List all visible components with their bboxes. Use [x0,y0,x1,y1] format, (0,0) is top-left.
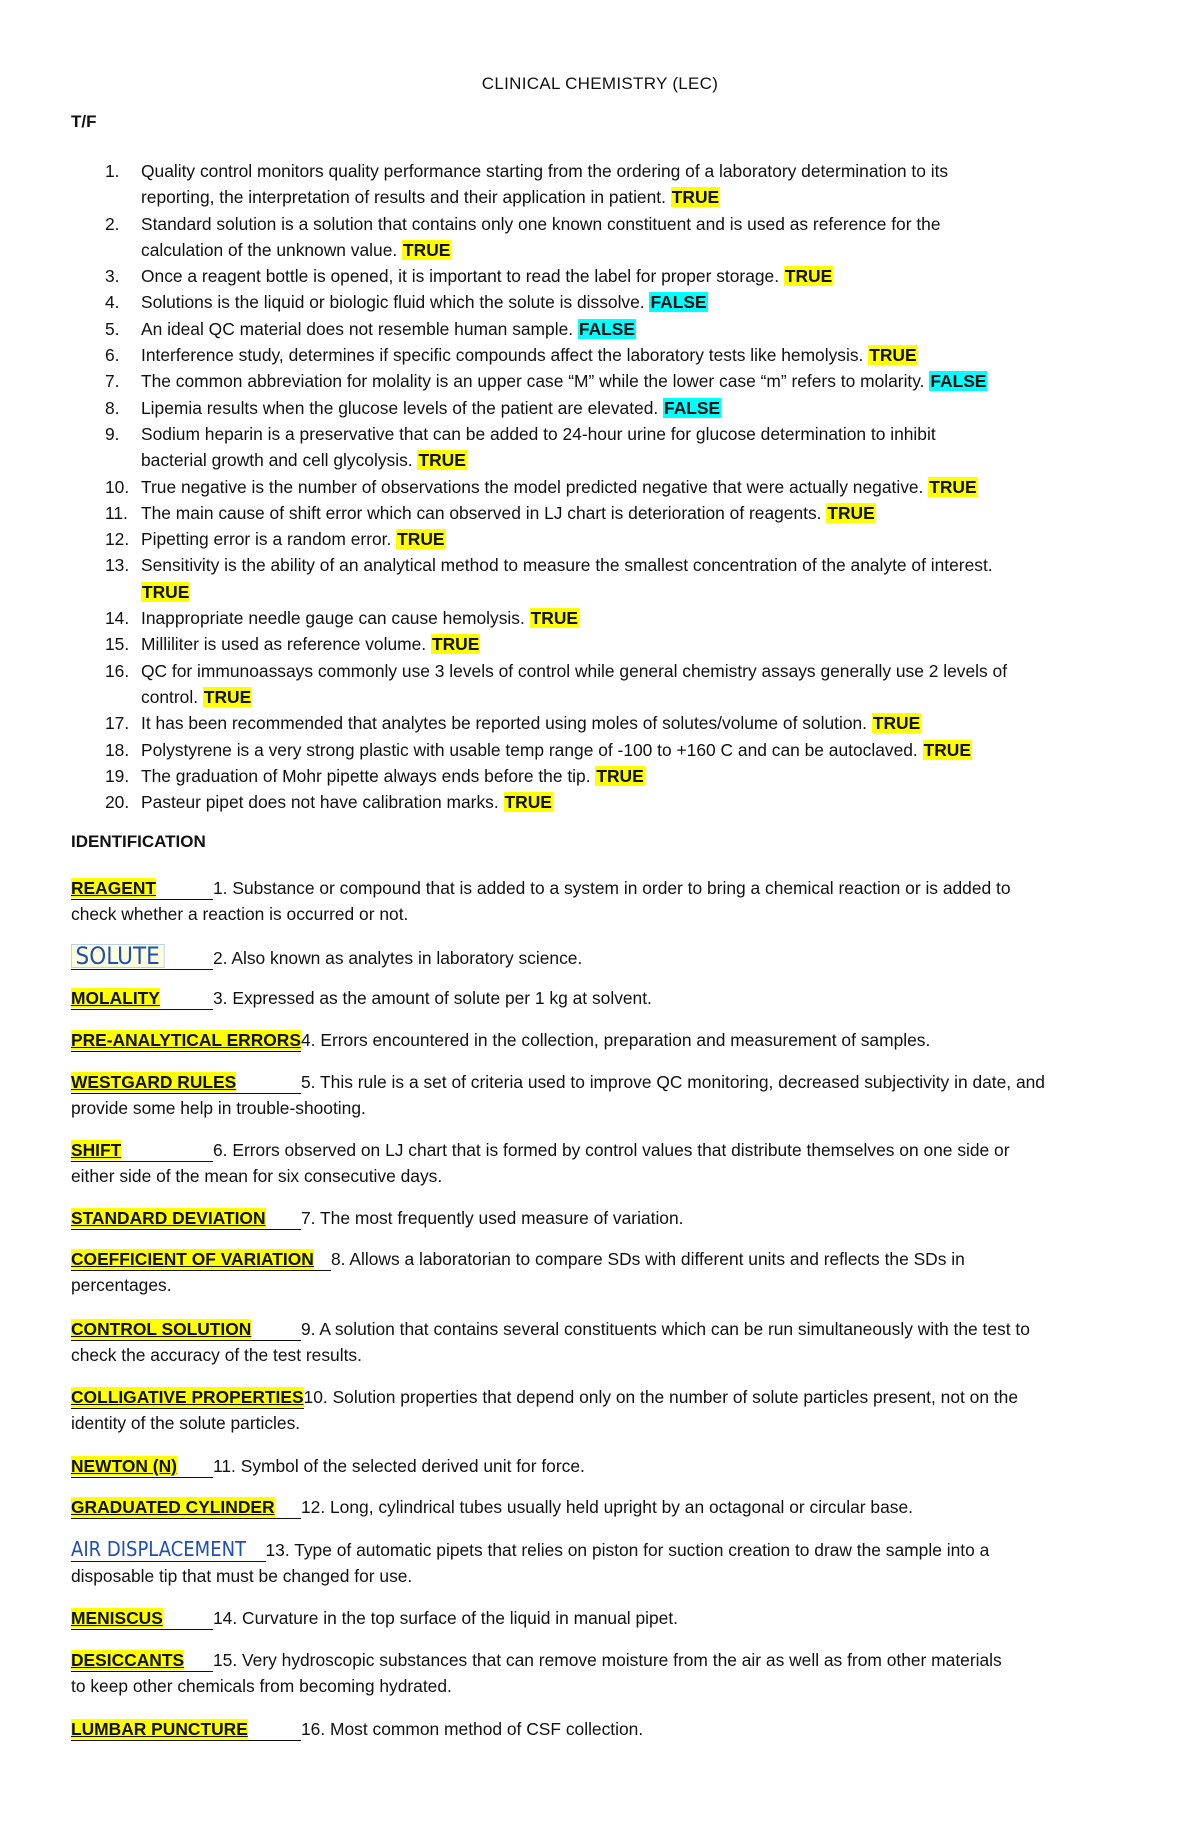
tf-item-number: 20. [105,792,130,813]
tf-answer-badge: TRUE [671,187,720,208]
tf-answer-badge: FALSE [578,318,635,339]
tf-answer-badge: TRUE [869,345,917,366]
tf-item-text: reporting, the interpretation of results and their application in patient. TRUE [141,187,720,208]
answer-text: REAGENT [71,878,157,898]
identification-text: Type of automatic pipets that relies on piston for suction creation to draw the sample into a [294,1540,990,1560]
tf-item [71,211,1131,264]
tf-item [71,763,1131,789]
identification-item [71,1605,1136,1631]
tf-list [71,158,1131,815]
identification-number: 3. [213,988,233,1008]
identification-line [71,944,1136,971]
answer-text: LUMBAR PUNCTURE [71,1719,248,1739]
tf-item [71,658,1131,711]
tf-answer-badge: TRUE [784,266,833,287]
tf-answer-badge: TRUE [397,529,445,550]
identification-number: 1. [213,878,233,898]
identification-line [71,1453,1136,1479]
tf-answer-badge: TRUE [504,792,552,813]
identification-number: 4. [301,1030,321,1050]
identification-number: 12. [301,1497,331,1517]
tf-item-text: Pasteur pipet does not have calibration marks. TRUE [141,792,552,813]
tf-item-text: Pipetting error is a random error. TRUE [141,529,445,550]
answer-blank [71,1071,301,1094]
identification-item [71,1647,1136,1700]
tf-item-number: 7. [105,371,120,392]
tf-item-text: The main cause of shift error which can observed in LJ chart is deterioration of reagents. TRUE [141,502,875,523]
handwritten-answer: SOLUTE [71,944,164,968]
tf-item-number: 13. [105,555,130,576]
handwritten-answer: AIR DISPLACEMENT [71,1537,247,1561]
tf-item-number: 3. [105,266,120,287]
identification-number: 7. [301,1208,321,1228]
tf-item-text: Sensitivity is the ability of an analytical method to measure the smallest concentration of the analyte of interest. [141,555,993,576]
identification-line [71,1137,1136,1163]
tf-item-number: 6. [105,345,120,366]
answer-blank [71,1496,301,1519]
answer-text: COLLIGATIVE PROPERTIES [71,1387,304,1407]
identification-line [71,1537,1136,1563]
identification-line [71,1384,1136,1410]
tf-answer-badge: FALSE [650,292,707,313]
tf-item [71,289,1131,315]
identification-text: Solution properties that depend only on the number of solute particles present, not on the [332,1387,1019,1407]
tf-item [71,158,1131,211]
identification-line [71,875,1136,901]
tf-heading: T/F [71,112,97,131]
tf-item [71,789,1131,815]
tf-item-text: Inappropriate needle gauge can cause hemolysis. TRUE [141,608,578,629]
identification-line [71,1647,1136,1673]
tf-item [71,631,1131,657]
identification-number: 14. [213,1608,243,1628]
tf-item-text: Sodium heparin is a preservative that can be added to 24-hour urine for glucose determination to inhibit [141,423,936,444]
identification-line [71,985,1136,1011]
page-title: CLINICAL CHEMISTRY (LEC) [481,74,719,93]
tf-item-text: The graduation of Mohr pipette always ends before the tip. TRUE [141,765,644,786]
answer-blank [71,1538,266,1562]
identification-item [71,1453,1136,1479]
identification-text: This rule is a set of criteria used to improve QC monitoring, decreased subjectivity in date, and [320,1072,1045,1092]
tf-answer-badge: TRUE [403,239,451,260]
answer-blank [71,1455,213,1478]
identification-item [71,1494,1136,1520]
answer-text: MOLALITY [71,988,160,1008]
identification-item [71,1137,1136,1190]
identification-text-continued: identity of the solute particles. [71,1413,301,1434]
identification-text-continued: to keep other chemicals from becoming hydrated. [71,1676,452,1697]
identification-number: 9. [301,1319,320,1339]
answer-text: DESICCANTS [71,1650,185,1670]
tf-item-text: bacterial growth and cell glycolysis. TRUE [141,450,466,471]
tf-item [71,395,1131,421]
tf-item-text: True negative is the number of observations the model predicted negative that were actually negative. TRUE [141,476,977,497]
identification-text: Most common method of CSF collection. [330,1719,644,1739]
tf-item [71,421,1131,474]
tf-item-number: 14. [105,608,130,629]
identification-item [71,875,1136,928]
tf-item-text: Polystyrene is a very strong plastic with usable temp range of -100 to +160 C and can be autoclaved. TRUE [141,739,971,760]
identification-text-continued: disposable tip that must be changed for use. [71,1566,413,1587]
identification-text-continued: provide some help in trouble-shooting. [71,1098,366,1119]
answer-blank [71,877,213,900]
tf-item-number: 12. [105,529,130,550]
tf-item-number: 9. [105,423,120,444]
identification-item [71,1537,1136,1590]
tf-item-number: 19. [105,765,130,786]
tf-answer-badge: TRUE [418,450,466,471]
tf-item [71,737,1131,763]
identification-heading: IDENTIFICATION [71,832,206,851]
tf-item-text: calculation of the unknown value. TRUE [141,239,451,260]
identification-item [71,1205,1136,1231]
identification-text: Errors observed on LJ chart that is formed by control values that distribute themselves on one side or [232,1140,1010,1160]
tf-item-number: 18. [105,739,130,760]
tf-item-text: Once a reagent bottle is opened, it is important to read the label for proper storage. TRUE [141,266,833,287]
tf-answer-badge: TRUE [203,686,252,707]
tf-item-text: Quality control monitors quality performance starting from the ordering of a laboratory determination to its [141,161,949,181]
answer-text: STANDARD DEVIATION [71,1208,266,1228]
identification-number: 6. [213,1140,233,1160]
answer-blank [71,1718,301,1741]
identification-number: 5. [301,1072,321,1092]
answer-text: GRADUATED CYLINDER [71,1497,275,1517]
tf-item-number: 16. [105,660,130,681]
tf-item [71,316,1131,342]
tf-answer-badge: TRUE [872,713,921,734]
identification-text-continued: check whether a reaction is occurred or not. [71,904,409,925]
tf-item-text: Milliliter is used as reference volume. TRUE [141,634,480,655]
tf-item-number: 2. [105,213,120,234]
identification-text: Curvature in the top surface of the liquid in manual pipet. [242,1608,679,1628]
tf-answer-badge: TRUE [596,765,644,786]
identification-text: A solution that contains several constituents which can be run simultaneously with the test to [319,1319,1030,1339]
tf-item-text: It has been recommended that analytes be reported using moles of solutes/volume of solution. TRUE [141,713,921,734]
tf-item [71,474,1131,500]
tf-answer-badge: FALSE [664,397,721,418]
tf-item-text: Standard solution is a solution that contains only one known constituent and is used as reference for the [141,213,941,234]
tf-item [71,710,1131,736]
identification-item [71,944,1136,971]
tf-item-number: 4. [105,292,120,313]
identification-item [71,1027,1136,1053]
identification-item [71,1716,1136,1742]
identification-text-continued: either side of the mean for six consecutive days. [71,1166,443,1187]
identification-item [71,985,1136,1011]
answer-blank [71,1607,213,1630]
tf-item [71,526,1131,552]
tf-item [71,552,1131,605]
identification-number: 16. [301,1719,331,1739]
identification-item [71,1069,1136,1122]
tf-item-number: 5. [105,318,120,339]
identification-line [71,1316,1136,1342]
tf-item-text: The common abbreviation for molality is an upper case “M” while the lower case “m” refers to molarity. FALSE [141,371,987,392]
identification-number: 13. [265,1540,295,1560]
identification-number: 2. [213,948,232,968]
identification-item [71,1316,1136,1369]
identification-text: The most frequently used measure of variation. [320,1208,684,1228]
tf-answer-badge: TRUE [142,581,190,602]
tf-item [71,605,1131,631]
identification-text: Allows a laboratorian to compare SDs with different units and reflects the SDs in [349,1249,965,1269]
identification-text: Symbol of the selected derived unit for force. [240,1456,585,1476]
tf-item-text: Lipemia results when the glucose levels of the patient are elevated. FALSE [141,397,721,418]
answer-blank [71,1649,213,1672]
tf-item-text: An ideal QC material does not resemble human sample. FALSE [141,318,635,339]
tf-item-text: Solutions is the liquid or biologic fluid which the solute is dissolve. FALSE [141,292,707,313]
identification-text: Errors encountered in the collection, preparation and measurement of samples. [320,1030,931,1050]
identification-line [71,1027,1136,1053]
tf-item-number: 1. [105,161,120,181]
tf-item [71,368,1131,394]
tf-item-number: 15. [105,634,130,655]
answer-blank [71,1207,301,1230]
answer-text: COEFFICIENT OF VARIATION [71,1249,314,1269]
answer-blank [71,944,213,970]
tf-answer-badge: FALSE [930,371,987,392]
answer-blank [71,987,213,1010]
identification-item [71,1246,1136,1299]
tf-item-number: 10. [105,476,130,497]
tf-item-number: 11. [105,502,128,523]
tf-answer-badge: TRUE [431,634,480,655]
tf-answer-badge: TRUE [929,476,977,497]
identification-text: Very hydroscopic substances that can remove moisture from the air as well as from other materials [242,1650,1002,1670]
tf-item [71,263,1131,289]
identification-line [71,1069,1136,1095]
identification-line [71,1246,1136,1272]
tf-item [71,500,1131,526]
tf-item-text [141,579,1131,605]
identification-line [71,1205,1136,1231]
identification-text: Long, cylindrical tubes usually held upright by an octagonal or circular base. [330,1497,913,1517]
answer-text: SHIFT [71,1140,122,1160]
tf-item-text: QC for immunoassays commonly use 3 levels of control while general chemistry assays generally use 2 levels of [141,660,1008,681]
answer-text: NEWTON (N) [71,1456,177,1476]
tf-item-text: control. TRUE [141,686,252,707]
answer-blank [71,1139,213,1162]
answer-text: WESTGARD RULES [71,1072,237,1092]
answer-text: CONTROL SOLUTION [71,1319,252,1339]
identification-number: 15. [213,1650,243,1670]
identification-number: 11. [213,1456,241,1476]
tf-item-number: 17. [105,713,130,734]
answer-text: MENISCUS [71,1608,163,1628]
tf-item-text: Interference study, determines if specific compounds affect the laboratory tests like hemolysis. TRUE [141,345,917,366]
answer-blank [71,1386,304,1409]
tf-item-number: 8. [105,397,120,418]
identification-text: Expressed as the amount of solute per 1 kg at solvent. [232,988,652,1008]
tf-answer-badge: TRUE [923,739,971,760]
identification-text-continued: check the accuracy of the test results. [71,1345,362,1366]
answer-blank [71,1248,331,1271]
tf-answer-badge: TRUE [827,502,875,523]
identification-text-continued: percentages. [71,1275,172,1296]
identification-line [71,1494,1136,1520]
tf-answer-badge: TRUE [530,608,578,629]
identification-number: 10. [303,1387,333,1407]
identification-line [71,1716,1136,1742]
identification-number: 8. [331,1249,350,1269]
answer-text: PRE-ANALYTICAL ERRORS [71,1030,301,1050]
answer-blank [71,1318,301,1341]
identification-text: Substance or compound that is added to a system in order to bring a chemical reaction or is added to [232,878,1011,898]
identification-line [71,1605,1136,1631]
tf-item [71,342,1131,368]
identification-item [71,1384,1136,1437]
answer-blank [71,1029,301,1052]
identification-text: Also known as analytes in laboratory science. [231,948,583,968]
